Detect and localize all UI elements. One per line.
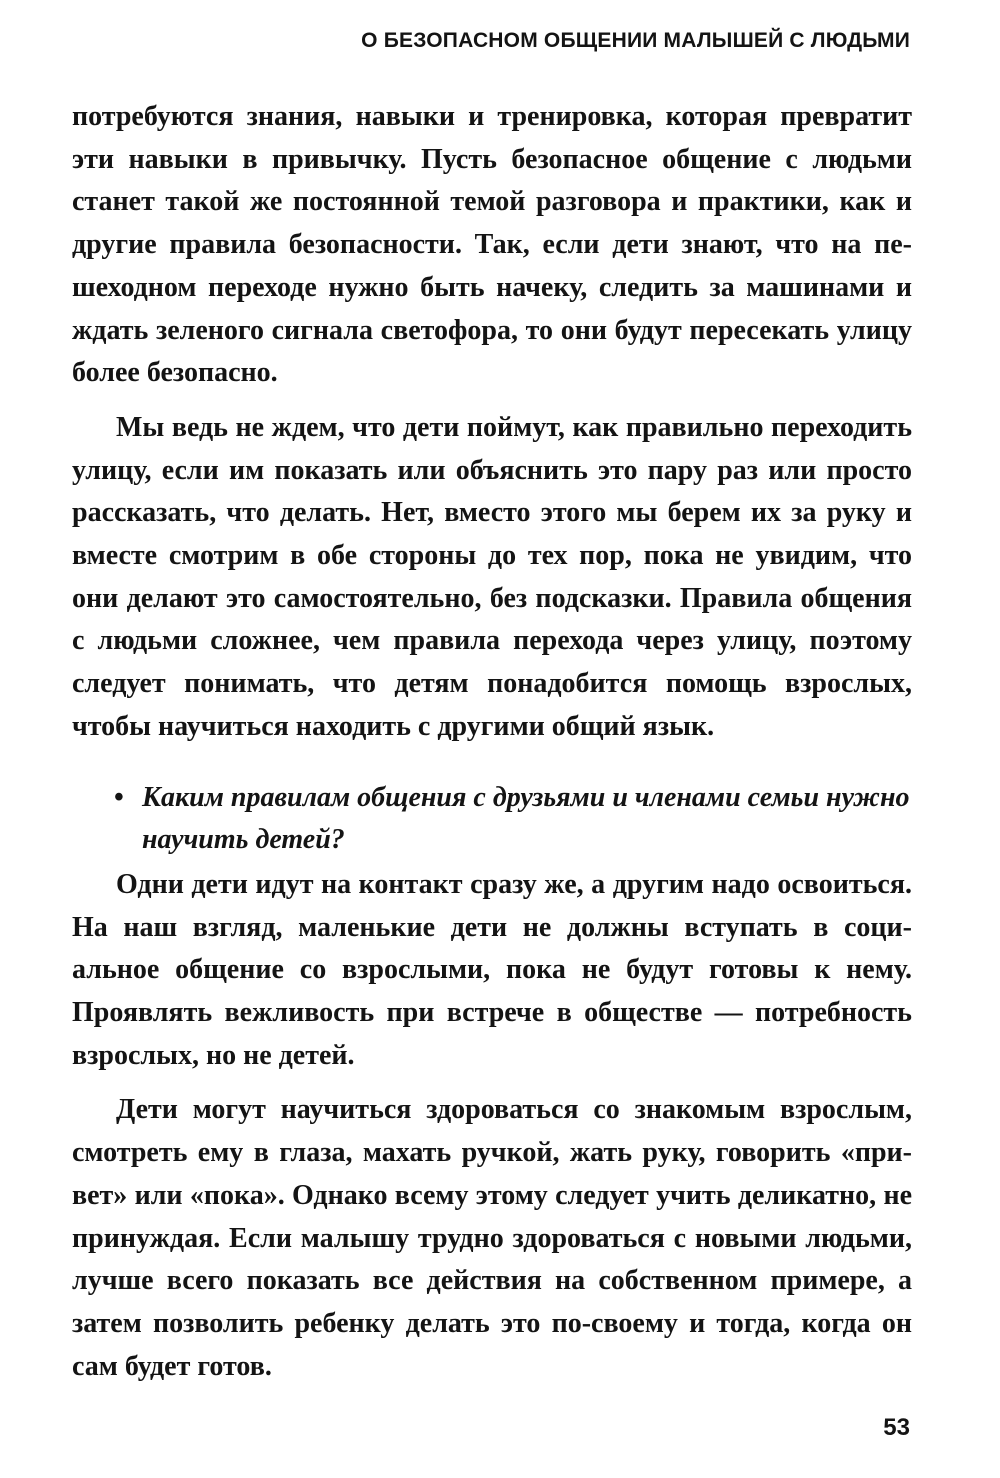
body-text bbox=[72, 96, 912, 1400]
running-header: О БЕЗОПАСНОМ ОБЩЕНИИ МАЛЫШЕЙ С ЛЮДЬМИ bbox=[361, 29, 910, 52]
paragraph: Дети могут научиться здороваться со знакомым взрослым, смотреть ему в глаза, махать ручкой, жать руку, говорить «привет» или «пока». Однако всему этому следует учить деликатно, не принуждая. Если малышу трудно здороваться с новыми людьми, лучше всего показать все действия на собственном примере, а затем позволить ребенку делать это по-своему и тогда, когда он сам будет готов. bbox=[72, 1094, 912, 1382]
question-text: Каким правилам общения с друзьями и членами семьи нужно научить детей? bbox=[142, 781, 910, 856]
bullet-icon: • bbox=[114, 781, 124, 813]
paragraph-continued: потребуются знания, навыки и тренировка, которая превратит эти навыки в привычку. Пусть безопасное общение с людьми станет такой же постоянной темой разговора и практики, как и другие правила безопасности. Так, если дети знают, что на пешеходном переходе нужно быть начеку, следить за машинами и ждать зеленого сигнала светофора, то они будут пересекать улицу более безопасно. bbox=[72, 101, 912, 389]
page-number: 53 bbox=[883, 1414, 910, 1441]
paragraph: Одни дети идут на контакт сразу же, а другим надо освоиться. На наш взгляд, маленькие дети не должны вступать в социальное общение со взрослыми, пока не будут готовы к нему. Проявлять вежливость при встрече в обществе — потребность взрослых, но не детей. bbox=[72, 868, 912, 1071]
paragraph: Мы ведь не ждем, что дети поймут, как правильно переходить улицу, если им показать или объяснить это пару раз или просто рассказать, что делать. Нет, вместо этого мы берем их за руку и вместе смотрим в обе стороны до тех пор, пока не увидим, что они делают это самостоятельно, без подсказки. Правила общения с людьми сложнее, чем правила перехода через улицу, поэтому следует понимать, что детям понадобится помощь взрослых, чтобы научиться находить с другими общий язык. bbox=[72, 411, 912, 742]
question-heading bbox=[72, 777, 912, 862]
